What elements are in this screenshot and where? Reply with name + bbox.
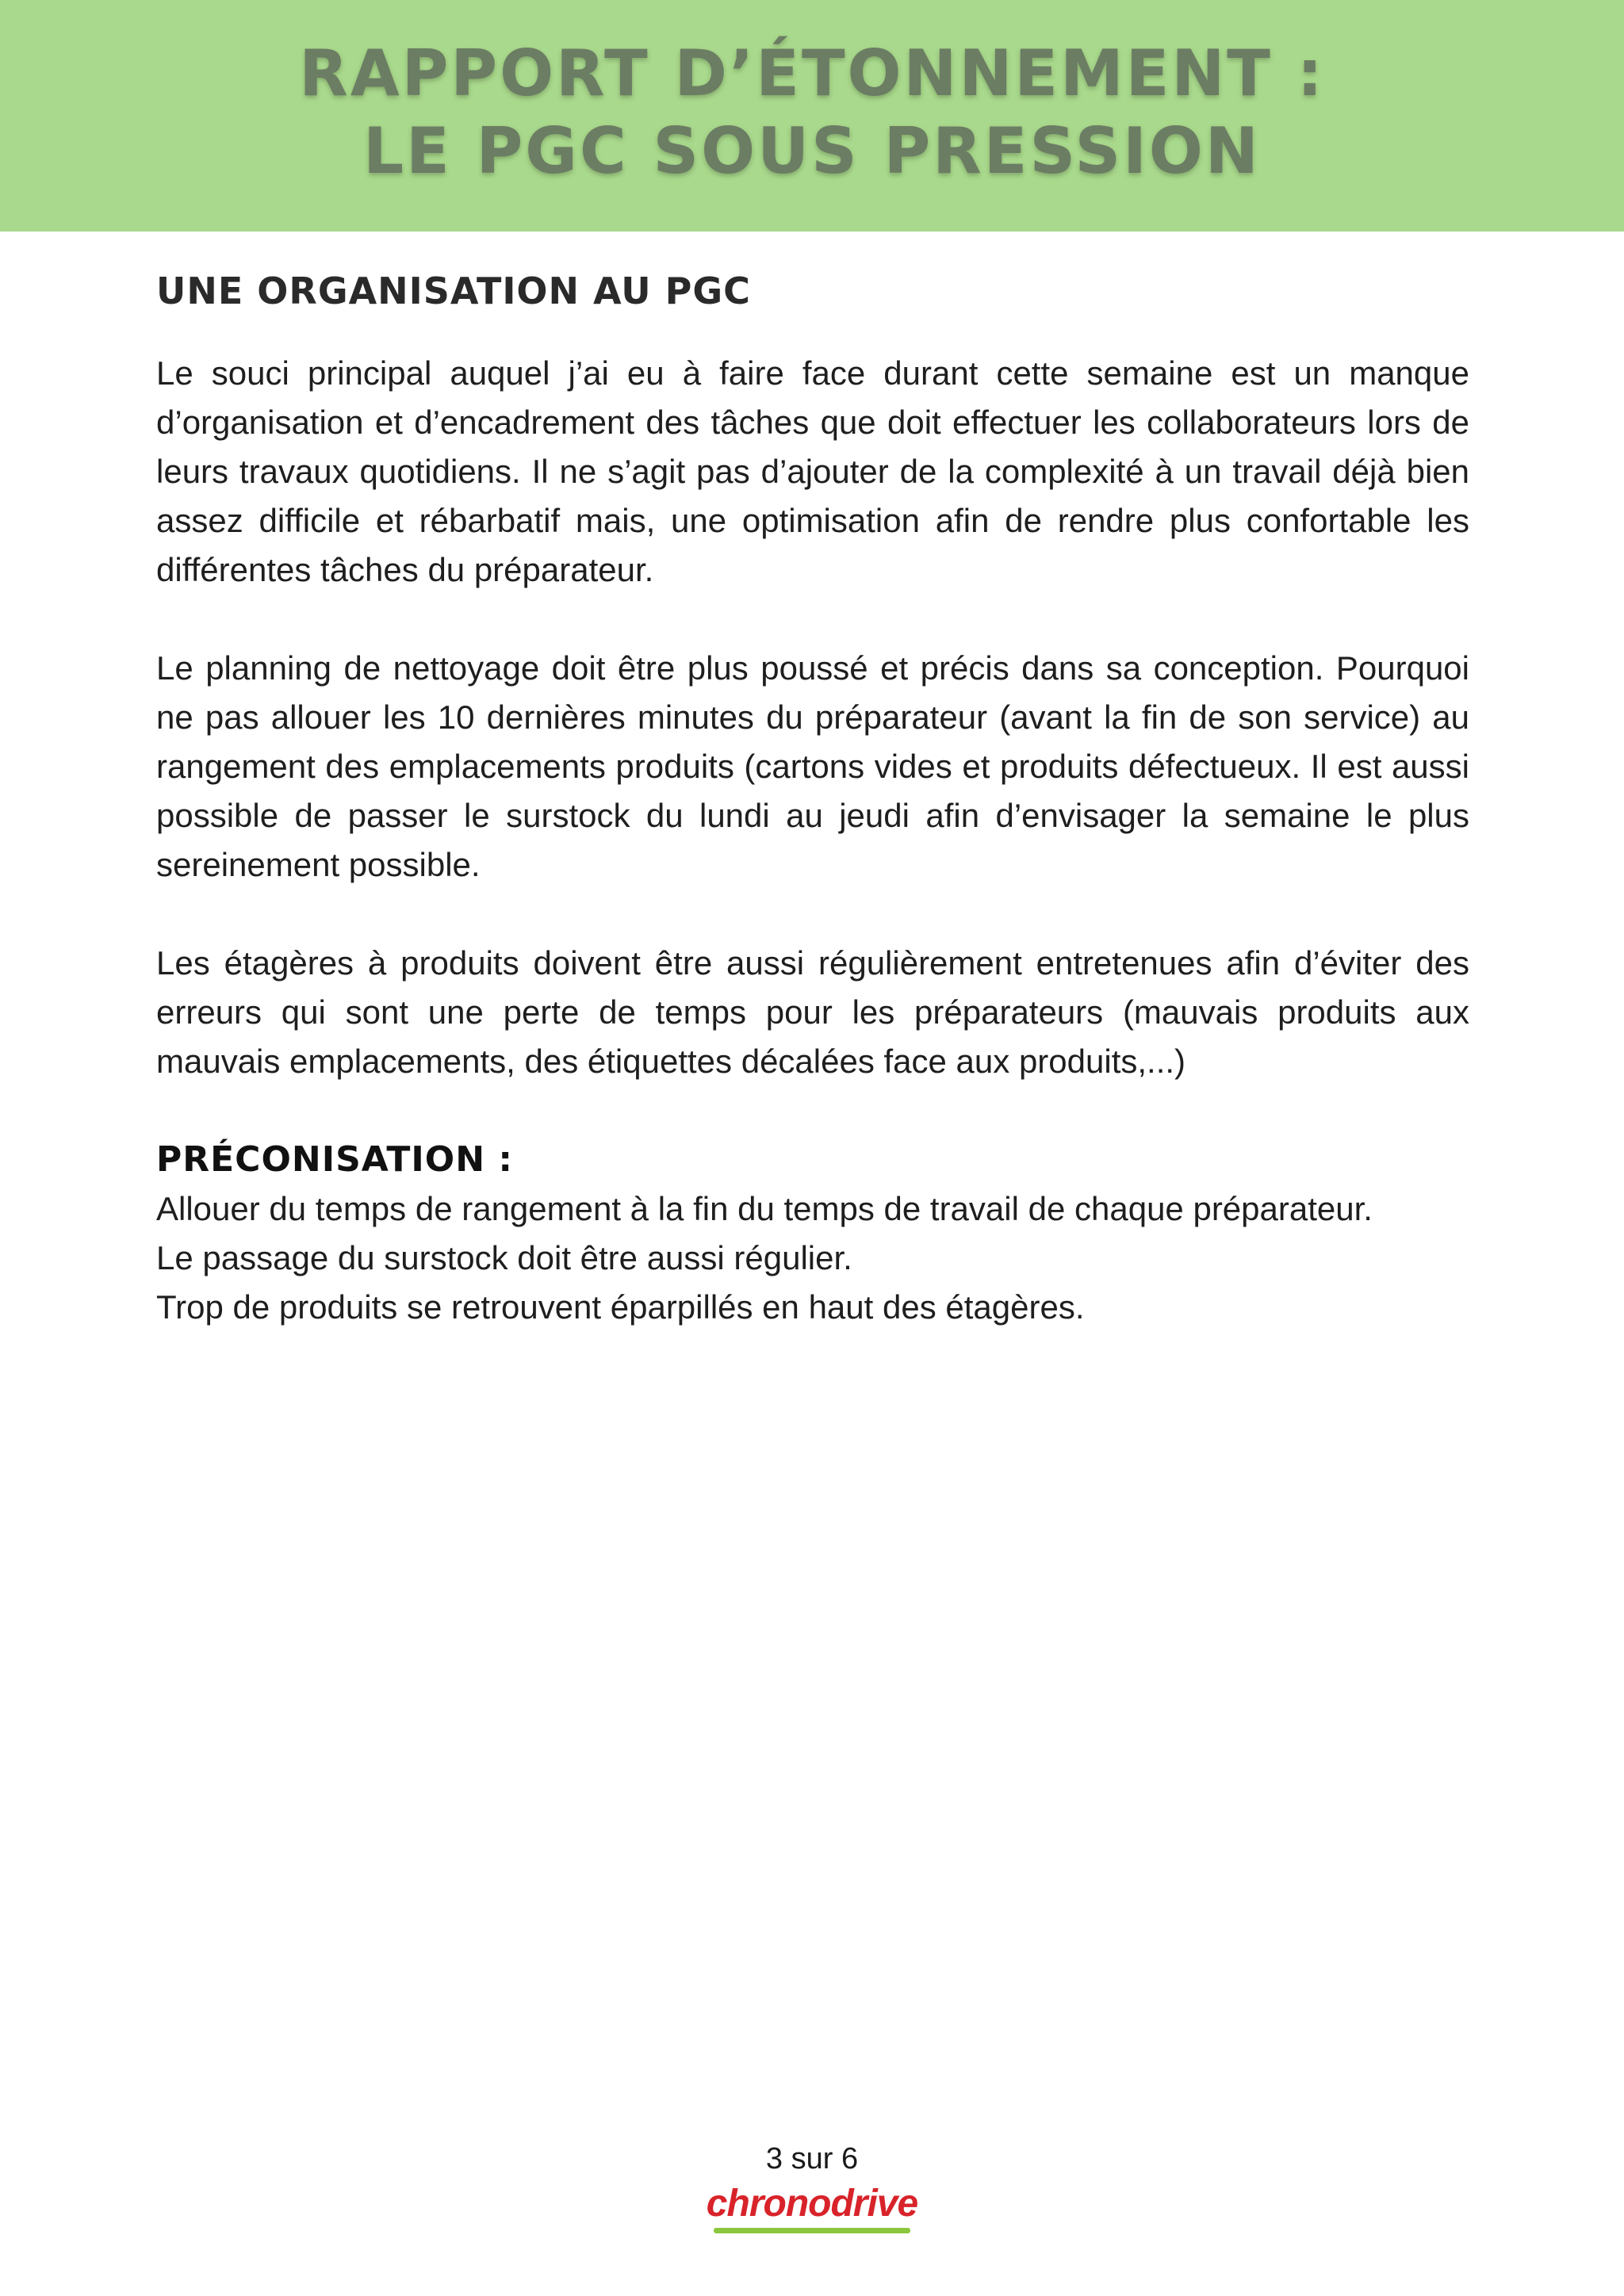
recommendation-line-1: Allouer du temps de rangement à la fin du temps de travail de chaque préparateur. — [156, 1190, 1373, 1227]
recommendation-line-2: Le passage du surstock doit être aussi régulier. — [156, 1239, 852, 1276]
section-heading: UNE ORGANISATION AU PGC — [156, 270, 751, 312]
page-title — [0, 35, 1624, 190]
paragraph-2: Le planning de nettoyage doit être plus poussé et précis dans sa conception. Pourquoi ne pas allouer les 10 dernières minutes du préparateur (avant la fin de son service) au rangement des emplacements produits (cartons vides et produits défectueux. Il est aussi possible de passer le surstock du lundi au jeudi afin d’envisager la semaine le plus sereinement possible. — [156, 649, 1469, 883]
logo-text: chronodrive — [706, 2183, 918, 2225]
page-number: 3 sur 6 — [765, 2142, 859, 2175]
title-line-2: LE PGC SOUS PRESSION — [363, 114, 1261, 188]
recommendation-line-3: Trop de produits se retrouvent éparpillés en haut des étagères. — [156, 1288, 1085, 1326]
paragraph-3: Les étagères à produits doivent être aussi régulièrement entretenues afin d’éviter des erreurs qui sont une perte de temps pour les préparateurs (mauvais produits aux mauvais emplacements, des étiquettes décalées face aux produits,...) — [156, 944, 1469, 1080]
title-line-1: RAPPORT D’ÉTONNEMENT : — [299, 36, 1325, 110]
paragraph-1: Le souci principal auquel j’ai eu à faire face durant cette semaine est un manque d’organisation et d’encadrement des tâches que doit effectuer les collaborateurs lors de leurs travaux quotidiens. Il ne s’agit pas d’ajouter de la complexité à un travail déjà bien assez difficile et rébarbatif mais, une optimisation afin de rendre plus confortable les différentes tâches du préparateur. — [156, 354, 1469, 588]
main-content — [156, 262, 1469, 1332]
chronodrive-logo — [693, 2182, 931, 2237]
logo-underline — [714, 2228, 910, 2233]
recommendation-heading: PRÉCONISATION : — [156, 1139, 513, 1180]
